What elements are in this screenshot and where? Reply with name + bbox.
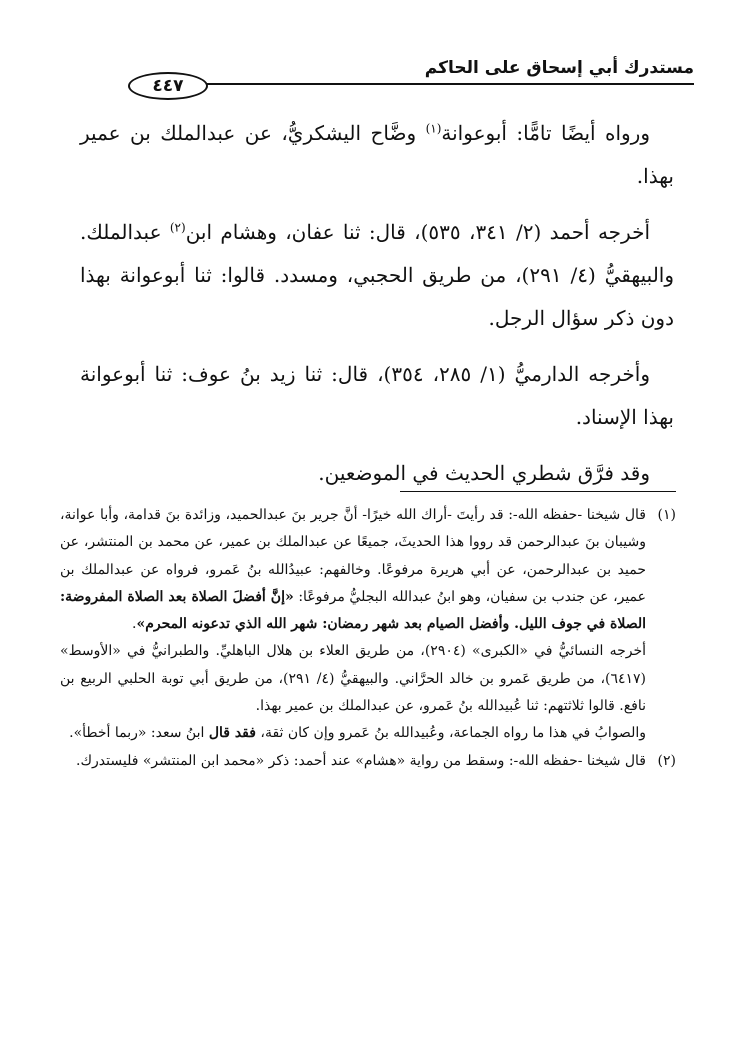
paragraph-4: وقد فرَّق شطري الحديث في الموضعين. — [318, 461, 650, 485]
footnote-ref-2[interactable]: (٢) — [169, 220, 186, 235]
main-text — [80, 112, 674, 508]
paragraph-2: أخرجه أحمد (٢/ ٣٤١، ٥٣٥)، قال: ثنا عفان، وهشام ابن$^{(٢)}$ عبدالملك. والبيهقيُّ (٤/ ٢٩١)، من طريق الحجبي، ومسدد. قالوا: ثنا أبوعوانة بهذا دون ذكر سؤال الرجل. — [80, 220, 674, 330]
hadith-quote: «إنَّ أفضلَ الصلاة بعد الصلاة المفروضة: الصلاة في جوف الليل. وأفضل الصيام بعد شهر رمضان: شهر الله الذي تدعونه المحرم» — [60, 588, 646, 633]
paragraph-1: ورواه أيضًا تامًّا: أبوعوانة$^{(١)}$ وضَّاح اليشكريُّ، عن عبدالملك بن عمير بهذا. — [80, 121, 674, 188]
footnote-1: (١) قال شيخنا -حفظه الله-: قد رأيتَ -أراك الله خيرًا- أنَّ جرير بنَ عبدالحميد، وزائدة بنَ قدامة، وأبا عوانة، وشيبان بنَ عبدالرحمن قد رووا هذا الحديثَ، جميعًا عن عبدالملك بن عمير، عن محمد بن المنتشر، عن حميد بن عبدالرحمن، عن أبي هريرة مرفوعًا. وخالفهم: عبيدُالله بنُ عَمرو، فرواه عن عبدالملك بن عمير، عن جندب بن سفيان، وهو ابنُ عبدالله البجليُّ مرفوعًا: «إنَّ أفضلَ الصلاة بعد الصلاة المفروضة: الصلاة في جوف الليل. وأفضل الصيام بعد شهر رمضان: شهر الله الذي تدعونه المحرم». أخرجه النسائيُّ في «الكبرى» (٢٩٠٤)، من طريق العلاء بن هلال الباهليِّ. والطبرانيُّ في «الأوسط» (٦٤١٧)، من طريق عَمرو بن خالد الحرَّاني. والبيهقيُّ (٤/ ٢٩١)، من طريق أبي توبة الحلبي الربيع بن نافع. قالوا ثلاثتهم: ثنا عُبيدالله بنُ عَمرو، عن عبدالملك بن عمير بهذا. والصوابُ في هذا ما رواه الجماعة، وعُبيدالله بنُ عَمرو وإن كان ثقة، فقد قال ابنُ سعد: «ربما أخطأ». — [60, 502, 676, 748]
running-header-title: مستدرك أبي إسحاق على الحاكم — [424, 58, 694, 78]
footnote-1-conclusion: والصوابُ في هذا ما رواه الجماعة، وعُبيدالله بنُ عَمرو وإن كان ثقة، فقد قال ابنُ سعد: «ربما أخطأ». — [69, 725, 646, 742]
footnote-2: (٢) قال شيخنا -حفظه الله-: وسقط من رواية «هشام» عند أحمد: ذكر «محمد ابن المنتشر» فليستدرك. — [60, 748, 676, 775]
footnote-number-1: (١) — [657, 507, 676, 523]
footnote-ref-1[interactable]: (١) — [425, 121, 442, 136]
page-number: ٤٤٧ — [128, 72, 208, 100]
footnote-1-takhrij: أخرجه النسائيُّ في «الكبرى» (٢٩٠٤)، من طريق العلاء بن هلال الباهليِّ. والطبرانيُّ في «الأوسط» (٦٤١٧)، من طريق عَمرو بن خالد الحرَّاني. والبيهقيُّ (٤/ ٢٩١)، من طريق أبي توبة الحلبي الربيع بن نافع. قالوا ثلاثتهم: ثنا عُبيدالله بنُ عَمرو، عن عبدالملك بن عمير بهذا. — [60, 643, 646, 715]
footnotes — [60, 502, 676, 775]
paragraph-3: وأخرجه الدارميُّ (١/ ٢٨٥، ٣٥٤)، قال: ثنا زيد بنُ عوف: ثنا أبوعوانة بهذا الإسناد. — [80, 362, 674, 429]
header-rule — [130, 83, 694, 85]
footnote-separator — [400, 491, 676, 492]
footnote-number-2: (٢) — [657, 752, 676, 769]
